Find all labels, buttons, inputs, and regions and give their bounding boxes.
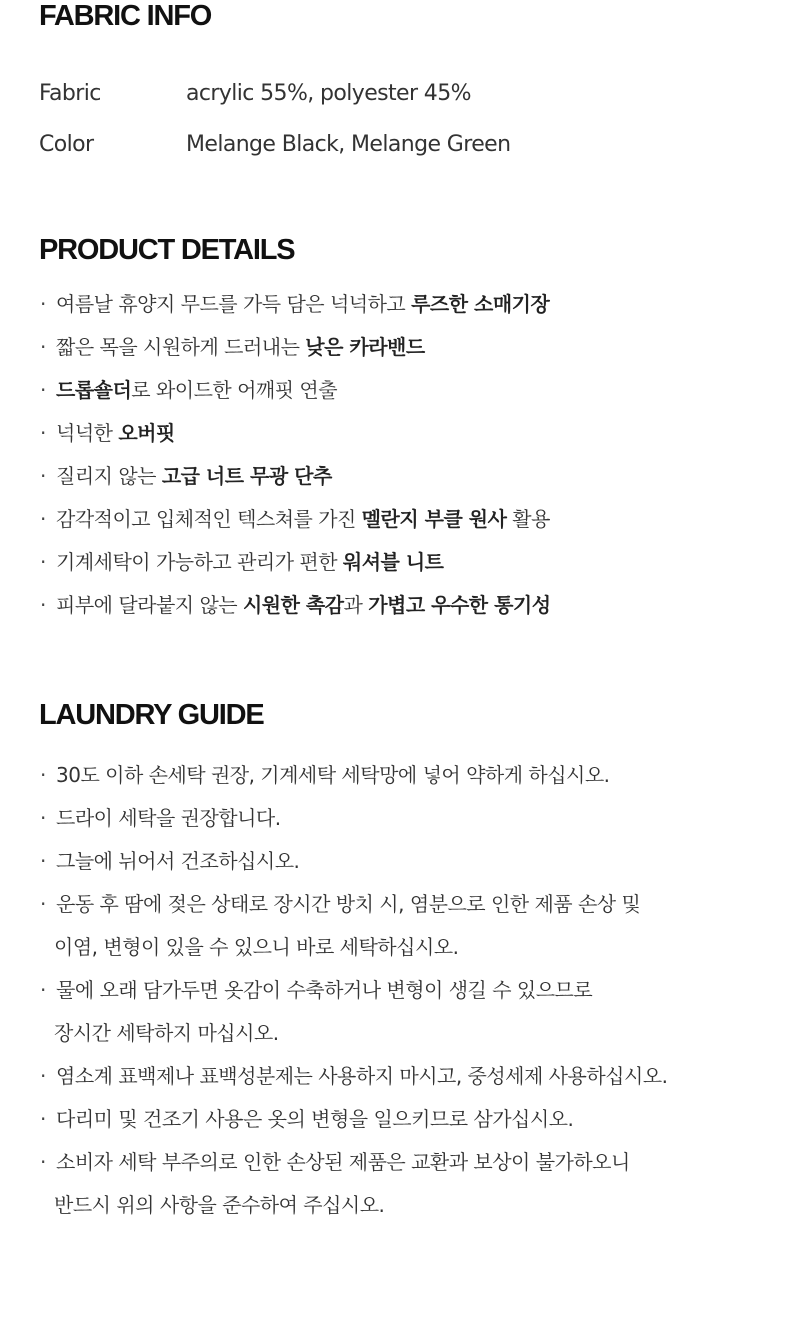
product-detail-item: · 드롭숄더로 와이드한 어깨핏 연출 — [40, 378, 338, 402]
color-value: Melange Black, Melange Green — [186, 132, 511, 157]
laundry-item: · 드라이 세탁을 권장합니다. — [40, 806, 281, 830]
fabric-value: acrylic 55%, polyester 45% — [186, 81, 471, 106]
laundry-item-continuation: 이염, 변형이 있을 수 있으니 바로 세탁하십시오. — [54, 935, 459, 959]
product-detail-item: · 피부에 달라붙지 않는 시원한 촉감과 가볍고 우수한 통기성 — [40, 593, 551, 617]
product-details-title: PRODUCT DETAILS — [39, 234, 295, 266]
laundry-item: · 운동 후 땀에 젖은 상태로 장시간 방치 시, 염분으로 인한 제품 손상 및 — [40, 892, 641, 916]
product-detail-item: · 넉넉한 오버핏 — [40, 421, 175, 445]
laundry-item: · 그늘에 뉘어서 건조하십시오. — [40, 849, 300, 873]
laundry-guide-title: LAUNDRY GUIDE — [39, 699, 264, 731]
color-label: Color — [39, 132, 94, 157]
laundry-item: · 물에 오래 담가두면 옷감이 수축하거나 변형이 생길 수 있으므로 — [40, 978, 593, 1002]
product-detail-item: · 여름날 휴양지 무드를 가득 담은 넉넉하고 루즈한 소매기장 — [40, 292, 550, 316]
product-detail-item: · 기계세탁이 가능하고 관리가 편한 워셔블 니트 — [40, 550, 444, 574]
laundry-item: · 다리미 및 건조기 사용은 옷의 변형을 일으키므로 삼가십시오. — [40, 1107, 574, 1131]
laundry-item: · 염소계 표백제나 표백성분제는 사용하지 마시고, 중성세제 사용하십시오. — [40, 1064, 668, 1088]
fabric-label: Fabric — [39, 81, 101, 106]
fabric-info-title: FABRIC INFO — [39, 0, 212, 32]
laundry-item-continuation: 반드시 위의 사항을 준수하여 주십시오. — [54, 1193, 385, 1217]
laundry-item: · 소비자 세탁 부주의로 인한 손상된 제품은 교환과 보상이 불가하오니 — [40, 1150, 630, 1174]
product-detail-item: · 감각적이고 입체적인 텍스쳐를 가진 멜란지 부클 원사 활용 — [40, 507, 550, 531]
laundry-item: · 30도 이하 손세탁 권장, 기계세탁 세탁망에 넣어 약하게 하십시오. — [40, 763, 610, 787]
laundry-item-continuation: 장시간 세탁하지 마십시오. — [54, 1021, 279, 1045]
product-detail-item: · 짧은 목을 시원하게 드러내는 낮은 카라밴드 — [40, 335, 425, 359]
product-detail-item: · 질리지 않는 고급 너트 무광 단추 — [40, 464, 332, 488]
